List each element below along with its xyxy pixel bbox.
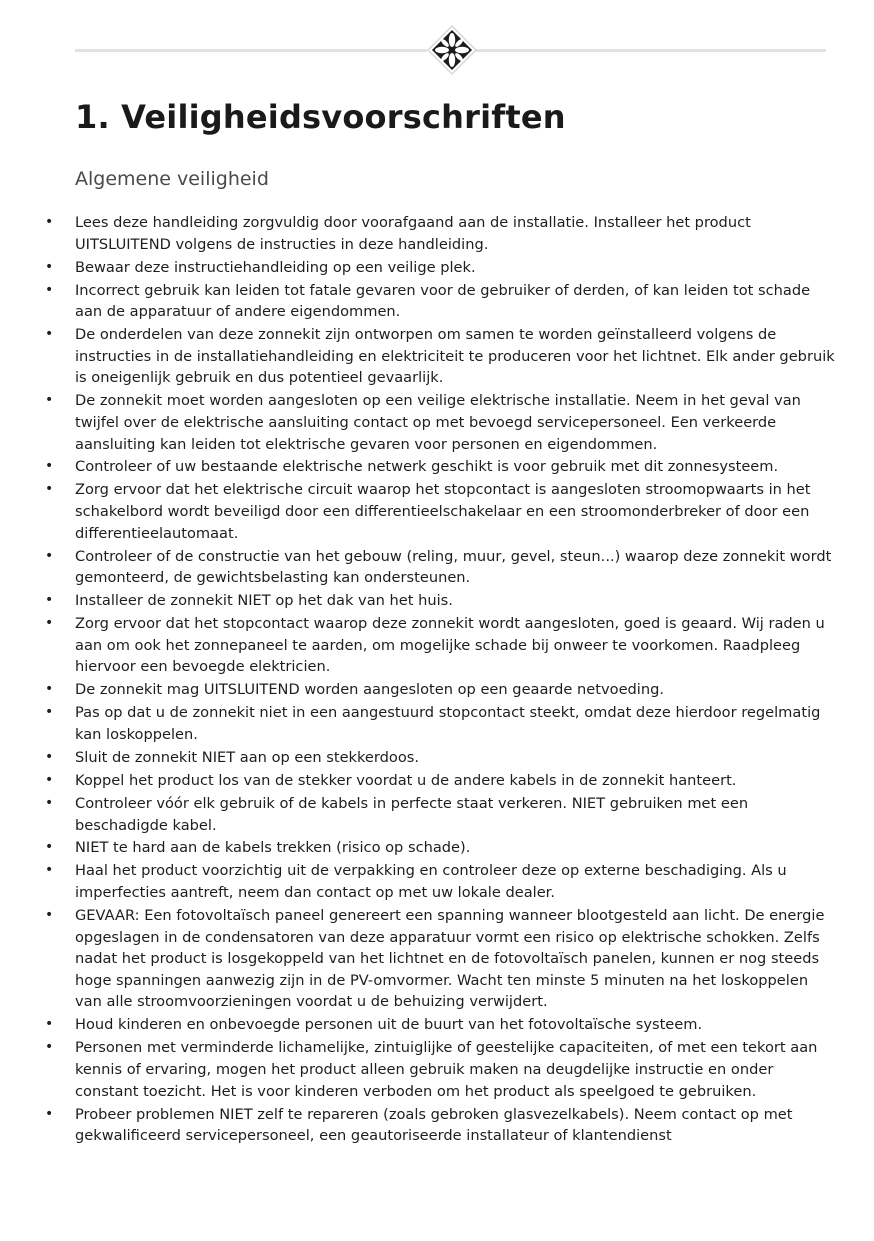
list-item-text: Controleer of uw bestaande elektrische netwerk geschikt is voor gebruik met dit zonnesysteem.	[75, 458, 779, 476]
list-item	[45, 679, 835, 701]
list-item-text: De zonnekit moet worden aangesloten op een veilige elektrische installatie. Neem in het geval van twijfel over de elektrische aansluiting contact op met bevoegd servicepersoneel. Een verkeerde aansluiting kan leiden tot elektrische gevaren voor personen en eigendommen.	[75, 392, 801, 453]
diamond-flower-logo-icon	[426, 24, 478, 76]
bullet-icon: •	[45, 547, 54, 564]
list-item	[45, 1014, 835, 1036]
bullet-icon: •	[45, 326, 54, 343]
list-item	[45, 212, 835, 255]
list-item	[45, 479, 835, 544]
bullet-icon: •	[45, 458, 54, 475]
bullet-icon: •	[45, 704, 54, 721]
page-title: 1. Veiligheidsvoorschriften	[75, 98, 566, 136]
list-item-text: Sluit de zonnekit NIET aan op een stekkerdoos.	[75, 748, 420, 766]
bullet-icon: •	[45, 681, 54, 698]
list-item	[45, 390, 835, 455]
bullet-icon: •	[45, 281, 54, 298]
list-item	[45, 860, 835, 903]
list-item-text: Controleer vóór elk gebruik of de kabels in perfecte staat verkeren. NIET gebruiken met een beschadigde kabel.	[75, 794, 749, 834]
list-item-text: Zorg ervoor dat het elektrische circuit waarop het stopcontact is aangesloten stroomopwaarts in het schakelbord wordt beveiligd door een differentieelschakelaar en een stroomonderbreker of door een differentieelautomaat.	[75, 481, 811, 542]
bullet-icon: •	[45, 392, 54, 409]
bullet-icon: •	[45, 1105, 54, 1122]
list-item-text: Installeer de zonnekit NIET op het dak van het huis.	[75, 592, 453, 610]
bullet-icon: •	[45, 748, 54, 765]
list-item-text: Pas op dat u de zonnekit niet in een aangestuurd stopcontact steekt, omdat deze hierdoor regelmatig kan loskoppelen.	[75, 704, 821, 743]
bullet-icon: •	[45, 839, 54, 856]
bullet-icon: •	[45, 615, 54, 632]
bullet-icon: •	[45, 592, 54, 609]
list-item-text: De zonnekit mag UITSLUITEND worden aangesloten op een geaarde netvoeding.	[75, 681, 665, 699]
list-item	[45, 546, 835, 589]
list-item-text: Bewaar deze instructiehandleiding op een veilige plek.	[75, 258, 476, 276]
header-divider-right	[476, 49, 826, 52]
bullet-icon: •	[45, 214, 54, 230]
list-item-text: Lees deze handleiding zorgvuldig door voorafgaand aan de installatie. Installeer het product UITSLUITEND volgens de instructies in deze handleiding.	[75, 214, 751, 253]
list-item	[45, 1104, 835, 1147]
safety-rules-list	[45, 212, 835, 1148]
list-item-text: Incorrect gebruik kan leiden tot fatale gevaren voor de gebruiker of derden, of kan leiden tot schade aan de apparatuur of andere eigendommen.	[75, 281, 811, 321]
list-item-text: NIET te hard aan de kabels trekken (risico op schade).	[75, 839, 471, 857]
bullet-icon: •	[45, 862, 54, 879]
bullet-icon: •	[45, 1016, 54, 1033]
bullet-icon: •	[45, 771, 54, 788]
list-item	[45, 456, 835, 478]
list-item-text: Zorg ervoor dat het stopcontact waarop deze zonnekit wordt aangesloten, goed is geaard. Wij raden u aan om ook het zonnepaneel te aarden, om mogelijke schade bij onweer te voorkomen. Raadpleeg hiervoor een bevoegde elektricien.	[75, 615, 825, 676]
list-item-text: De onderdelen van deze zonnekit zijn ontworpen om samen te worden geïnstalleerd volgens de instructies in de installatiehandleiding en elektriciteit te produceren voor het lichtnet. Elk ander gebruik is oneigenlijk gebruik en dus potentieel gevaarlijk.	[75, 326, 835, 387]
bullet-icon: •	[45, 1039, 54, 1056]
bullet-icon: •	[45, 794, 54, 811]
list-item-text: Houd kinderen en onbevoegde personen uit de buurt van het fotovoltaïsche systeem.	[75, 1016, 703, 1034]
list-item-text: Koppel het product los van de stekker voordat u de andere kabels in de zonnekit hanteert.	[75, 771, 737, 789]
list-item-text: Haal het product voorzichtig uit de verpakking en controleer deze op externe beschadiging. Als u imperfecties aantreft, neem dan contact op met uw lokale dealer.	[75, 862, 787, 902]
bullet-icon: •	[45, 907, 54, 924]
header-divider-left	[75, 49, 427, 52]
list-item-text: Probeer problemen NIET zelf te repareren (zoals gebroken glasvezelkabels). Neem contact op met gekwalificeerd servicepersoneel, een geautoriseerde installateur of klantendienst	[75, 1105, 793, 1145]
bullet-icon: •	[45, 481, 54, 498]
list-item	[45, 324, 835, 389]
section-subtitle: Algemene veiligheid	[75, 168, 269, 190]
list-item-text: GEVAAR: Een fotovoltaïsch paneel genereert een spanning wanneer blootgesteld aan licht. De energie opgeslagen in de condensatoren van deze apparatuur vormt een risico op elektrische schokken. Zelfs nadat het product is losgekoppeld van het lichtnet en de fotovoltaïsch panelen, kunnen er nog steeds hoge spanningen aanwezig zijn in de PV-omvormer. Wacht ten minste 5 minuten na het loskoppelen van alle stroomvoorzieningen voordat u de behuizing verwijdert.	[75, 907, 825, 1011]
list-item	[45, 613, 835, 678]
list-item	[45, 590, 835, 612]
list-item	[45, 747, 835, 769]
list-item	[45, 1037, 835, 1102]
list-item-text: Personen met verminderde lichamelijke, zintuiglijke of geestelijke capaciteiten, of met een tekort aan kennis of ervaring, mogen het product alleen gebruik maken na deugdelijke instructie en onder constant toezicht. Het is voor kinderen verboden om het product als speelgoed te gebruiken.	[75, 1039, 818, 1100]
list-item	[45, 837, 835, 859]
list-item	[45, 770, 835, 792]
list-item	[45, 280, 835, 323]
list-item	[45, 793, 835, 836]
list-item	[45, 702, 835, 745]
list-item-text: Controleer of de constructie van het gebouw (reling, muur, gevel, steun...) waarop deze zonnekit wordt gemonteerd, de gewichtsbelasting kan ondersteunen.	[75, 547, 832, 587]
list-item	[45, 257, 835, 279]
bullet-icon: •	[45, 258, 54, 275]
list-item	[45, 905, 835, 1013]
